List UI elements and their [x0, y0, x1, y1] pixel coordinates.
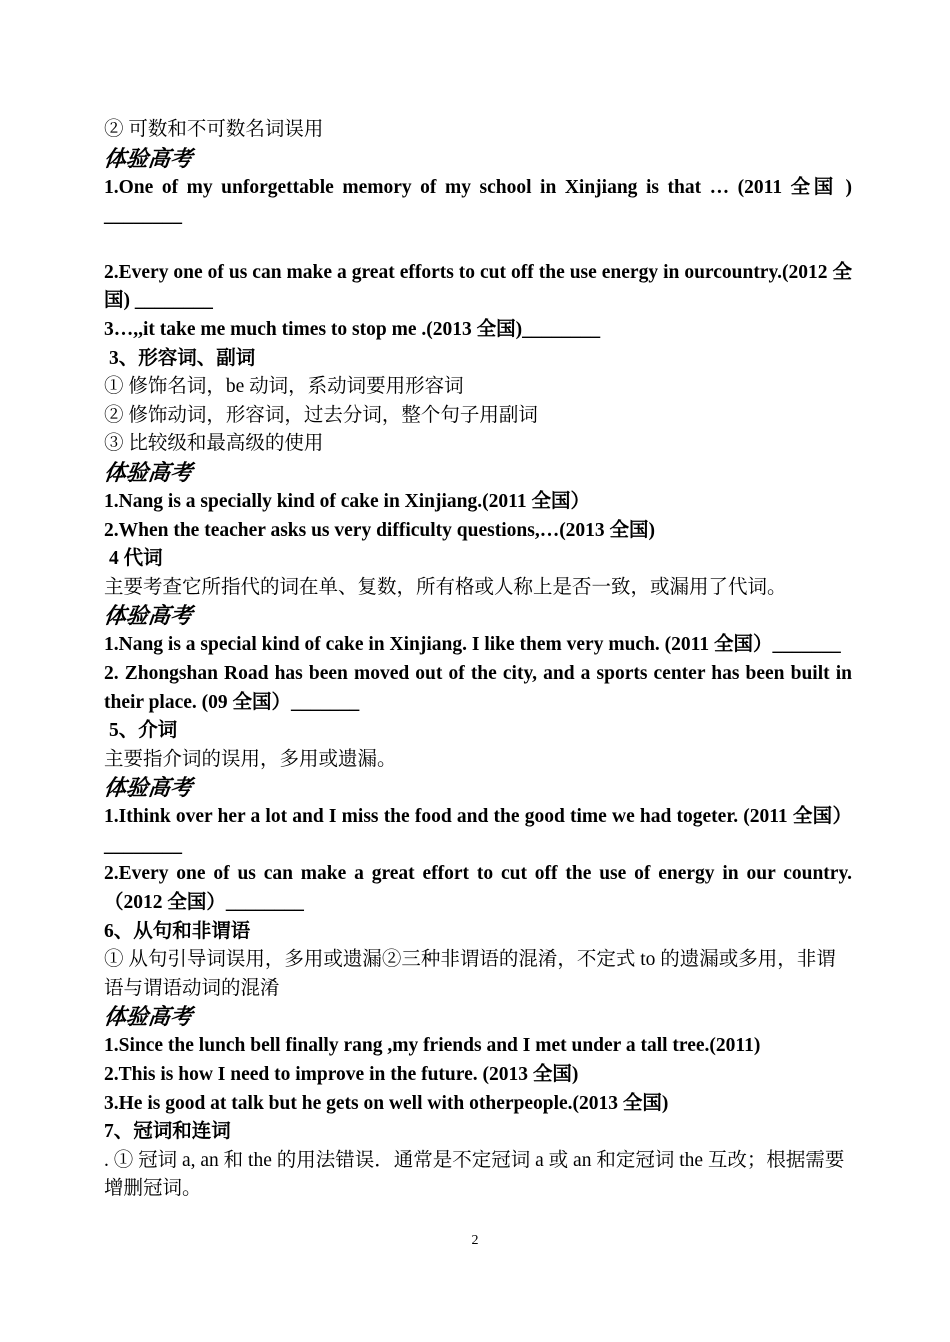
exercise-line: 1.Nang is a special kind of cake in Xinjiang. I like them very much. (2011 全国）_______	[104, 634, 841, 656]
rule-line: ② 修饰动词，形容词，过去分词，整个句子用副词	[104, 404, 538, 426]
exercise-line: 3.He is good at talk but he gets on well with otherpeople.(2013 全国)	[104, 1092, 669, 1114]
section-title: 5、介词	[109, 720, 178, 742]
rule-line: 主要指介词的误用，多用或遗漏。	[104, 748, 397, 770]
section-title: 6、从句和非谓语	[104, 920, 251, 942]
exercise-line: 1.Since the lunch bell finally rang ,my friends and I met under a tall tree.(2011)	[104, 1035, 761, 1057]
section-heading: 体验高考	[102, 460, 194, 486]
exercise-line: 2.This is how I need to improve in the future. (2013 全国)	[104, 1064, 579, 1086]
exercise-line: 1.Ithink over her a lot and I miss the food and the good time we had togeter. (2011 全国） ________	[104, 806, 852, 856]
exercise-line: 2.Every one of us can make a great efforts to cut off the use energy in ourcountry.(2012 全国) ________	[104, 261, 852, 312]
exercise-line: 2.When the teacher asks us very difficulty questions,…(2013 全国)	[104, 519, 656, 541]
section-heading: 体验高考	[102, 604, 194, 630]
section-title: 4 代词	[109, 548, 163, 570]
exercise-line: 1.One of my unforgettable memory of my school in Xinjiang is that … (2011 全国 ) ________	[104, 176, 852, 227]
rule-line: ① 从句引导词误用，多用或遗漏②三种非谓语的混淆，不定式 to 的遗漏或多用，非谓语与谓语动词的混淆	[104, 949, 836, 999]
rule-line: ① 修饰名词，be 动词，系动词要用形容词	[104, 376, 464, 398]
blank-gap	[104, 231, 852, 259]
page-content	[104, 116, 852, 1204]
exercise-line: 1.Nang is a specially kind of cake in Xinjiang.(2011 全国）	[104, 490, 590, 512]
page-number: 2	[471, 1233, 479, 1248]
rule-line: ② 可数和不可数名词误用	[104, 119, 324, 140]
rule-line: ③ 比较级和最高级的使用	[104, 433, 324, 455]
exercise-line: 2. Zhongshan Road has been moved out of the city, and a sports center has been built in their place. (09 全国）_______	[104, 662, 852, 713]
rule-line: 主要考查它所指代的词在单、复数，所有格或人称上是否一致，或漏用了代词。	[104, 576, 787, 598]
section-heading: 体验高考	[102, 146, 194, 172]
exercise-line: 3…,,it take me much times to stop me .(2013 全国)________	[104, 318, 601, 340]
exercise-line: 2.Every one of us can make a great effort to cut off the use of energy in our country.（2012 全国）________	[104, 863, 852, 914]
section-heading: 体验高考	[102, 776, 194, 802]
rule-line: . ① 冠词 a, an 和 the 的用法错误．通常是不定冠词 a 或 an 和定冠词 the 互改；根据需要增删冠词。	[104, 1149, 845, 1200]
section-title: 7、冠词和连词	[104, 1121, 231, 1143]
section-heading: 体验高考	[102, 1005, 194, 1031]
section-title: 3、形容词、副词	[109, 347, 256, 369]
